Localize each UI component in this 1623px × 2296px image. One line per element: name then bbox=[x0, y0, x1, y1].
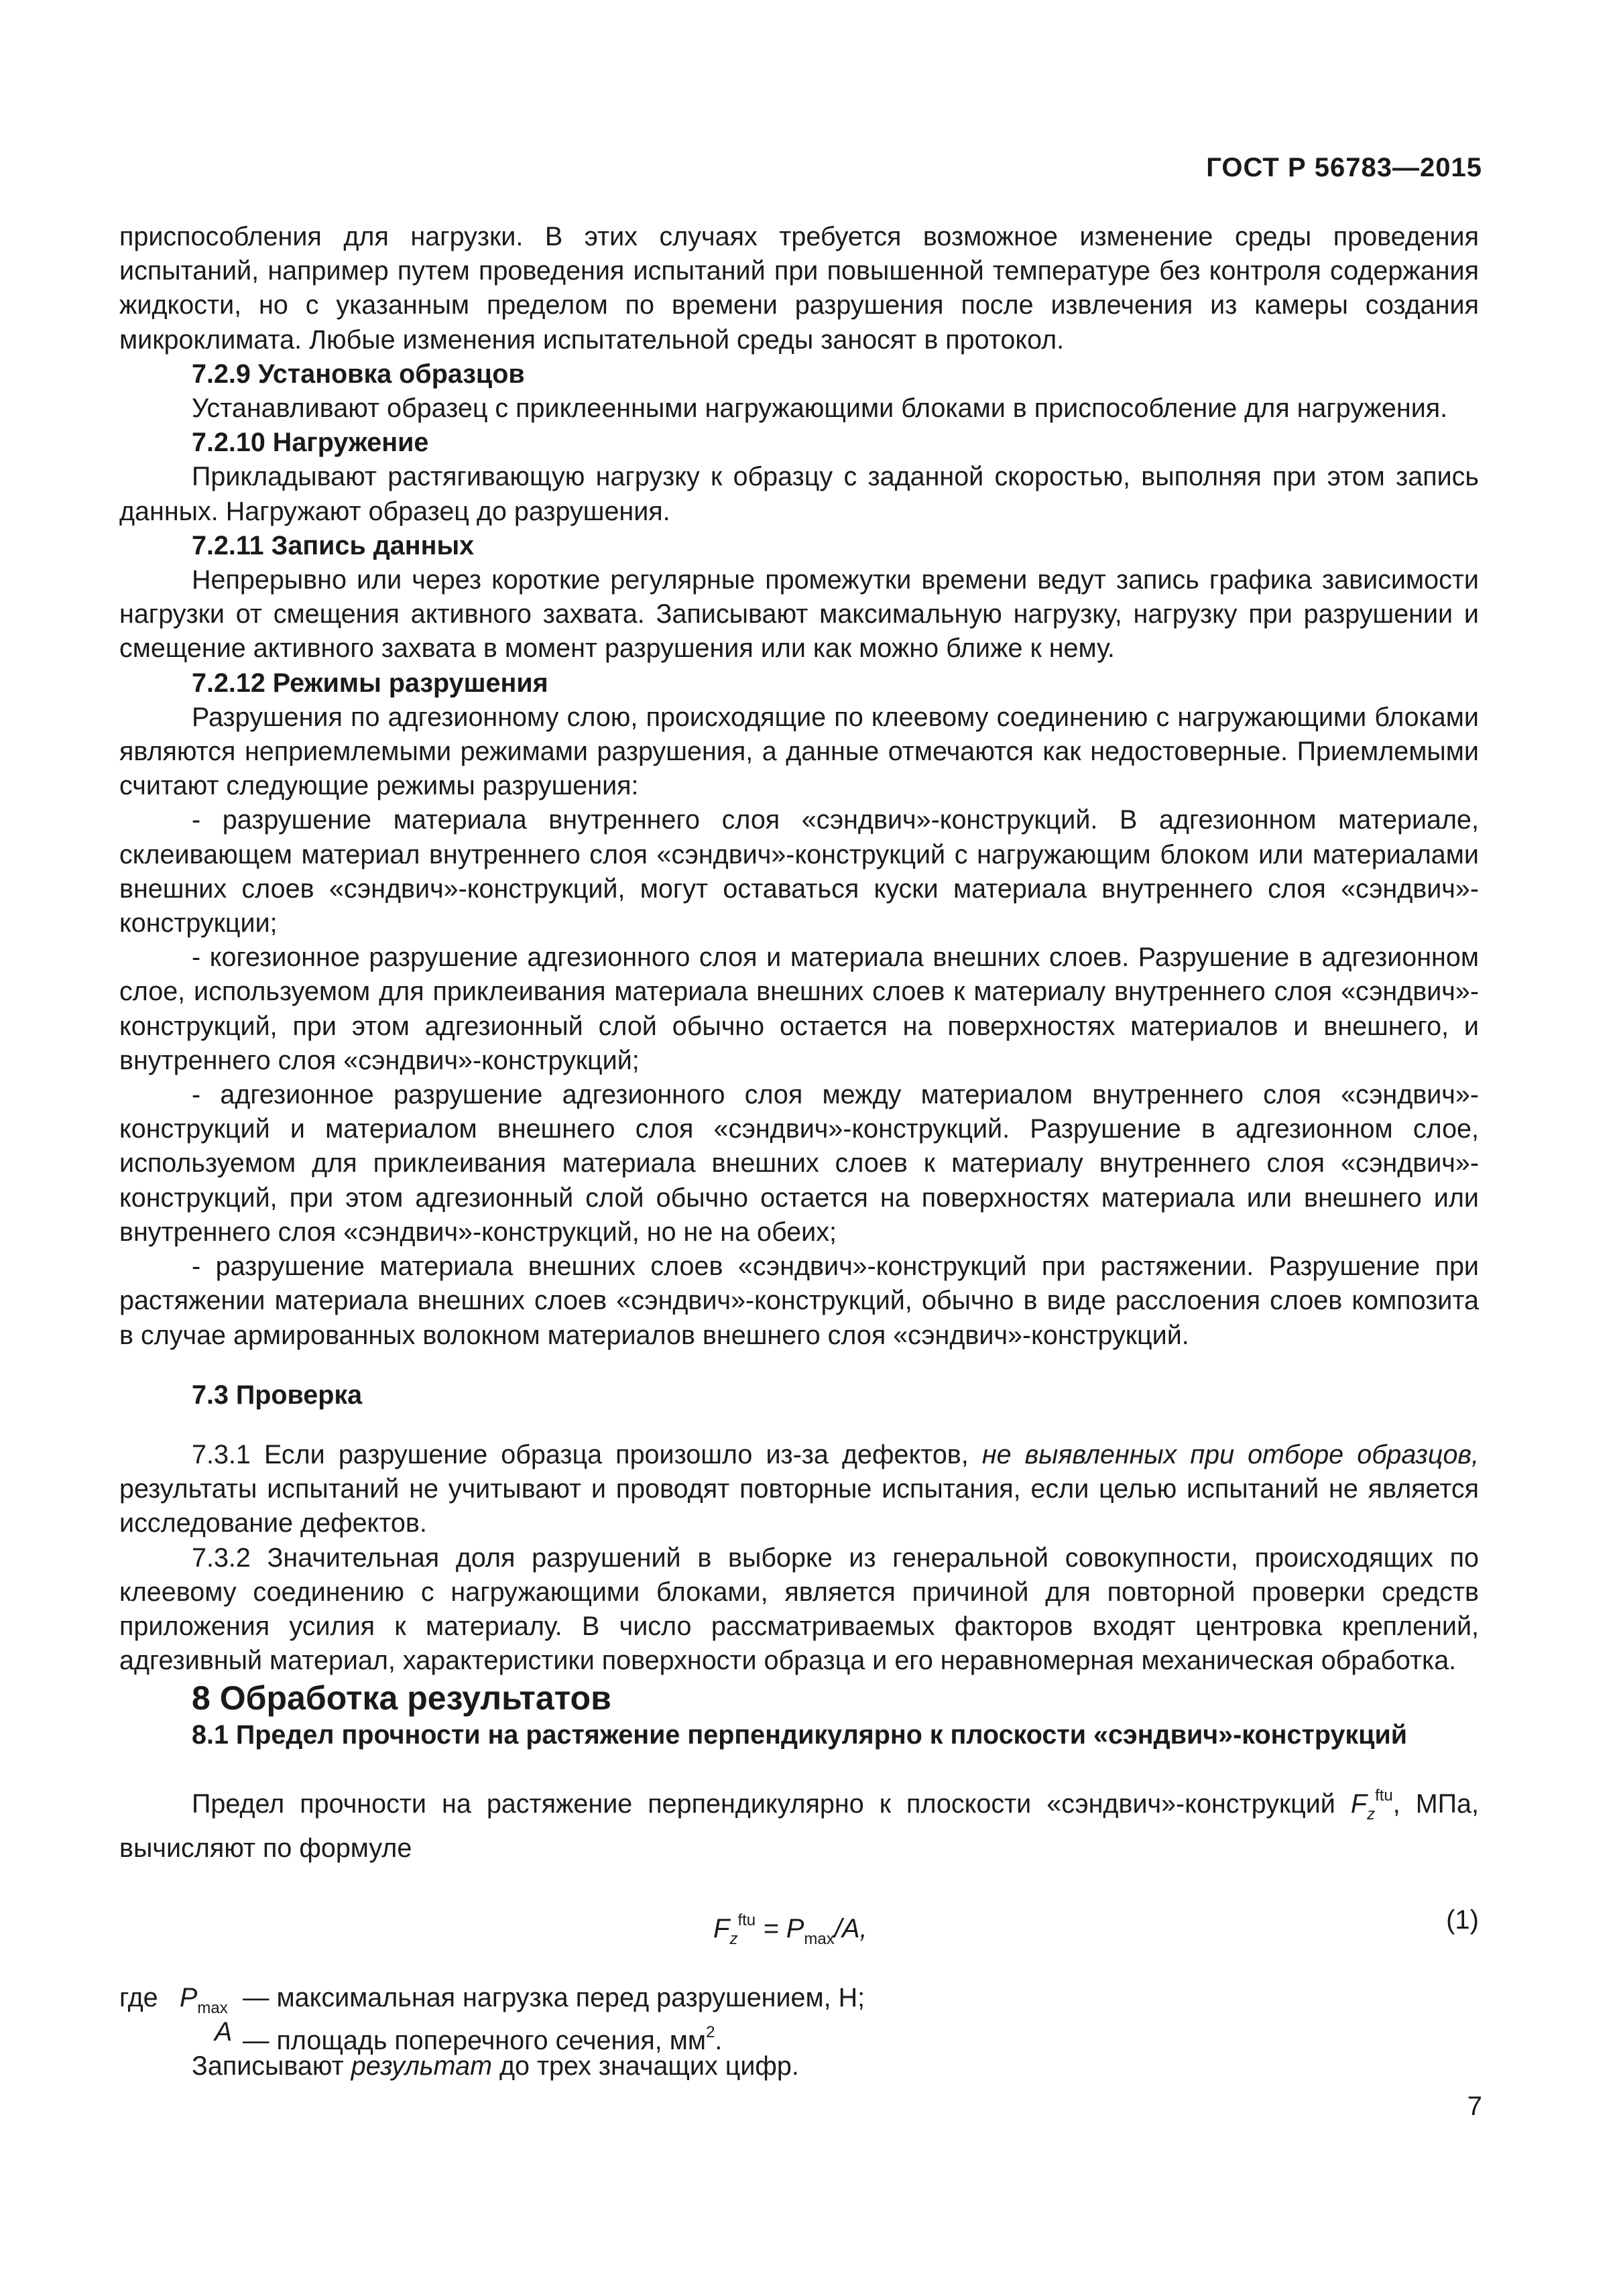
paragraph-7-3-2: 7.3.2 Значительная доля разрушений в выборке из генеральной совокупности, происходящих по клеевому соединению с нагружающими блоками, является причиной для повторной проверки средств приложения усилия к материалу. В число рассматриваемых факторов входят центровка креплений, адгезивный материал, характеристики поверхности образца и его неравномерная механическая обработка. bbox=[119, 1543, 1479, 1676]
formula-strength: $F_z^{ftu} = P_{max}/A$, bbox=[713, 1911, 867, 1948]
paragraph-7-2-11: Непрерывно или через короткие регулярные промежутки времени ведут запись графика зависимости нагрузки от смещения активного захвата. Записывают максимальную нагрузку, нагрузку при разрушении и смещение активного захвата в момент разрушения или как можно ближе к нему. bbox=[119, 565, 1479, 664]
formula-number: (1) bbox=[1446, 1905, 1479, 1935]
heading-7-3: 7.3 Проверка bbox=[192, 1380, 363, 1410]
paragraph-8-1: Предел прочности на растяжение перпендикулярно к плоскости «сэндвич»-конструкций $F_z^{ftu}$, МПа, вычисляют по формуле bbox=[119, 1786, 1480, 1863]
legend-symbol-a: A bbox=[215, 2016, 233, 2047]
paragraph-7-2-12: Разрушения по адгезионному слою, происходящие по клеевому соединению с нагружающими блоками являются неприемлемыми режимами разрушения, а данные отмечаются как недостоверные. Приемлемыми считают следующие режимы разрушения: bbox=[119, 702, 1479, 801]
formula-legend bbox=[119, 1981, 1479, 2055]
heading-7-2-11: 7.2.11 Запись данных bbox=[192, 530, 475, 560]
document-body bbox=[119, 220, 1479, 2083]
legend-text-pmax: — максимальная нагрузка перед разрушением, Н; bbox=[243, 1982, 865, 2012]
heading-8-1: 8.1 Предел прочности на растяжение перпендикулярно к плоскости «сэндвич»-конструкций bbox=[192, 1720, 1408, 1750]
legend-symbol-pmax: $P_{max}$ bbox=[180, 1982, 228, 2017]
list-item-cohesive-failure: - когезионное разрушение адгезионного слоя и материала внешних слоев. Разрушение в адгезионном слое, используемом для приклеивания материала внешних слоев к материалу внутреннего слоя «сэндвич»-конструкций, при этом адгезионный слой обычно остается на поверхностях материалов и внешнего, и внутреннего слоя «сэндвич»-конструкций; bbox=[119, 943, 1479, 1075]
heading-7-2-9: 7.2.9 Установка образцов bbox=[192, 359, 525, 389]
heading-7-2-12: 7.2.12 Режимы разрушения bbox=[192, 668, 548, 698]
paragraph-7-2-10: Прикладывают растягивающую нагрузку к образцу с заданной скоростью, выполняя при этом запись данных. Нагружают образец до разрушения. bbox=[119, 462, 1479, 526]
list-item-core-failure: - разрушение материала внутреннего слоя «сэндвич»-конструкций. В адгезионном материале, склеивающем материал внутреннего слоя «сэндвич»-конструкций с нагружающим блоком или материалами внешних слоев «сэндвич»-конструкций, могут оставаться куски материала внутреннего слоя «сэндвич»-конструкции; bbox=[119, 805, 1479, 939]
legend-text-a: — площадь поперечного сечения, $мм^2$. bbox=[243, 2022, 723, 2055]
paragraph-continuation: приспособления для нагрузки. В этих случаях требуется возможное изменение среды проведения испытаний, например путем проведения испытаний при повышенной температуре без контроля содержания жидкости, но с указанным пределом по времени разрушения после извлечения из камеры создания микроклимата. Любые изменения испытательной среды заносят в протокол. bbox=[119, 222, 1479, 355]
page-number: 7 bbox=[1467, 2092, 1482, 2121]
paragraph-7-2-9: Устанавливают образец с приклеенными нагружающими блоками в приспособление для нагружения. bbox=[192, 394, 1448, 424]
paragraph-7-3-1: 7.3.1 Если разрушение образца произошло из-за дефектов, не выявленных при отборе образцов, результаты испытаний не учитывают и проводят повторные испытания, если целью испытаний не является исследование дефектов. bbox=[119, 1439, 1479, 1538]
list-item-adhesive-failure: - адгезионное разрушение адгезионного слоя между материалом внутреннего слоя «сэндвич»-конструкций и материалом внешнего слоя «сэндвич»-конструкций. Разрушение в адгезионном слое, используемом для приклеивания материала внешних слоев к материалу внутреннего слоя «сэндвич»-конструкций, при этом адгезионный слой обычно остается на поверхностях материала или внешнего или внутреннего слоя «сэндвич»-конструкций, но не на обеих; bbox=[119, 1080, 1479, 1247]
paragraph-record-result: Записывают результат до трех значащих цифр. bbox=[192, 2051, 799, 2081]
document-code: ГОСТ Р 56783—2015 bbox=[1206, 153, 1482, 182]
formula-block bbox=[119, 1895, 1479, 1949]
where-label: где bbox=[119, 1982, 158, 2012]
list-item-facing-failure: - разрушение материала внешних слоев «сэндвич»-конструкций при растяжении. Разрушение при растяжении материала внешних слоев «сэндвич»-конструкций, обычно в виде расслоения слоев композита в случае армированных волокном материалов внешнего слоя «сэндвич»-конструкций. bbox=[119, 1252, 1479, 1350]
section-heading-8: 8 Обработка результатов bbox=[192, 1679, 611, 1717]
heading-7-2-10: 7.2.10 Нагружение bbox=[192, 428, 429, 458]
